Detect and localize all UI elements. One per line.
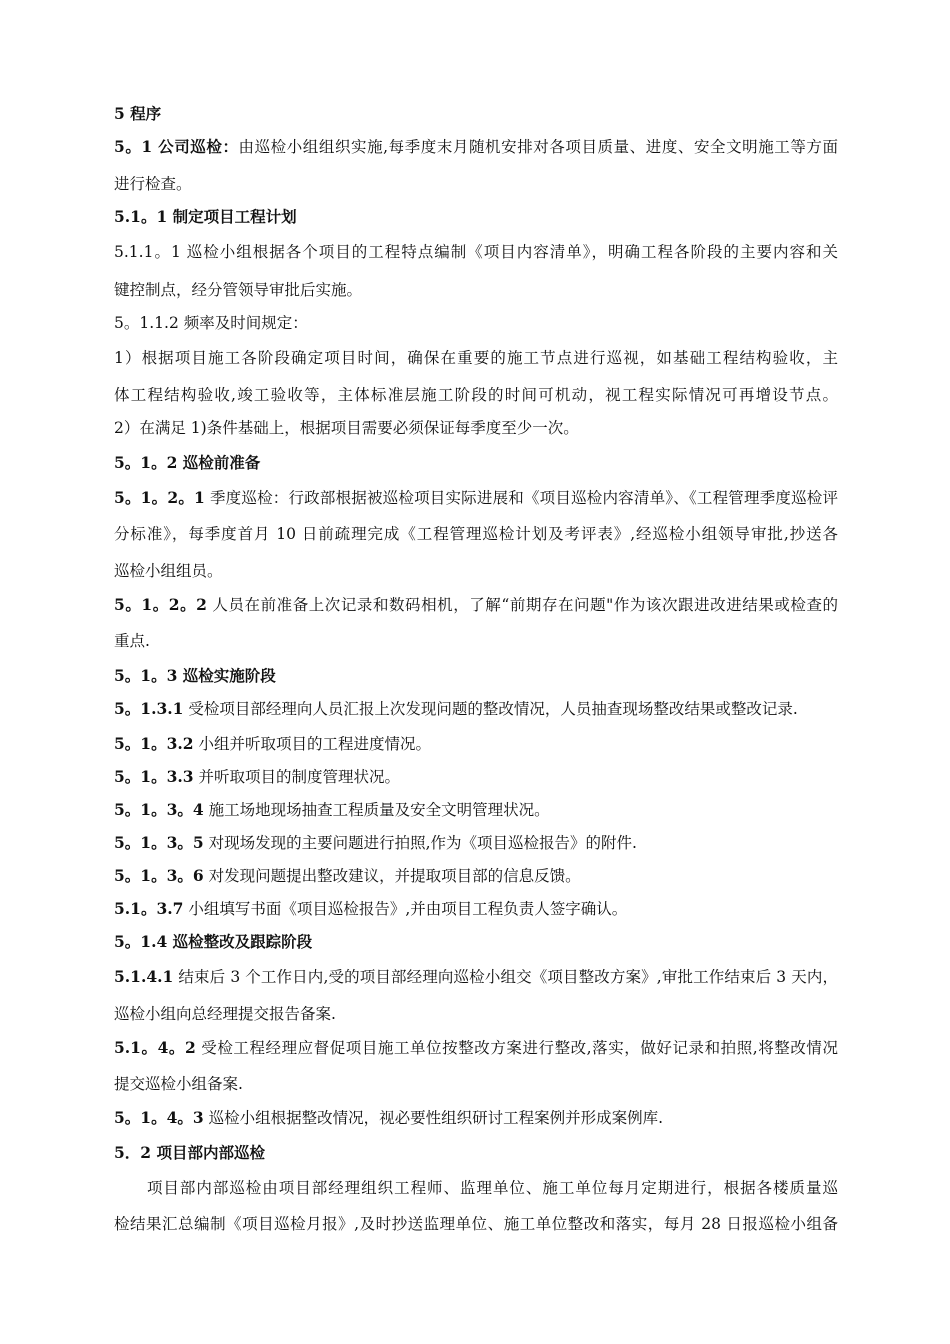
paragraph-5-1-3-1: [114, 699, 798, 719]
heading-5-1-2: 5。1。2 巡检前准备: [114, 453, 261, 472]
heading-5-1-4: 5。1.4 巡检整改及跟踪阶段: [114, 932, 313, 951]
paragraph-5-1-3-4: [114, 800, 550, 820]
clause-number: 5。1。2。1: [114, 488, 205, 507]
text-line: 巡检小组向总经理提交报告备案.: [114, 1005, 336, 1023]
clause-number: 5。1。4。3: [114, 1108, 204, 1127]
clause-number: 5.1.4.1: [114, 967, 174, 986]
clause-text: 并听取项目的制度管理状况。: [193, 768, 400, 786]
clause-number: 5。1。3。4: [114, 800, 204, 819]
paragraph-5-1-4-2: [114, 1038, 838, 1058]
clause-text: 结束后 3 个工作日内,受的项目部经理向巡检小组交《项目整改方案》,审批工作结束后 3 天内，: [173, 968, 838, 986]
paragraph-5-1-4-3: [114, 1108, 663, 1128]
paragraph-5-1-3-5: [114, 833, 637, 853]
paragraph-5-1-3-7: [114, 899, 627, 919]
heading-5-1-3: 5。1。3 巡检实施阶段: [114, 666, 276, 685]
clause-text: 小组填写书面《项目巡检报告》,并由项目工程负责人签字确认。: [183, 900, 628, 918]
text-line: 体工程结构验收,竣工验收等，主体标准层施工阶段的时间可机动，视工程实际情况可再增设节点。: [114, 386, 838, 404]
clause-text: 人员在前准备上次记录和数码相机，了解“前期存在问题"作为该次跟进改进结果或检查的: [206, 596, 839, 614]
text-line: 巡检小组组员。: [114, 562, 223, 580]
clause-text: 施工场地现场抽查工程质量及安全文明管理状况。: [203, 801, 550, 819]
text-line: 项目部内部巡检由项目部经理组织工程师、监理单位、施工单位每月定期进行，根据各楼质量巡: [114, 1179, 838, 1197]
heading-procedure: 5 程序: [114, 104, 162, 123]
text-line: 5。1.1.2 频率及时间规定：: [114, 314, 308, 332]
clause-number: 5。1。3.2: [114, 734, 194, 753]
clause-number: 5。1.3.1: [114, 699, 184, 718]
heading-5-1-1: 5.1。1 制定项目工程计划: [114, 207, 297, 226]
clause-number: 5。1。3.3: [114, 767, 194, 786]
paragraph-5-1-2-1: [114, 488, 838, 508]
paragraph-5-1-4-1: [114, 967, 838, 987]
paragraph-5-1-3-6: [114, 866, 581, 886]
text-line: 重点.: [114, 632, 150, 650]
text-line: 检结果汇总编制《项目巡检月报》,及时抄送监理单位、施工单位整改和落实，每月 28 日报巡检小组备: [114, 1215, 838, 1233]
paragraph-5-1-3-3: [114, 767, 400, 787]
text-line: 键控制点，经分管领导审批后实施。: [114, 281, 363, 299]
paragraph-5-1-3-2: [114, 734, 431, 754]
clause-number: 5。1。3。6: [114, 866, 204, 885]
text-line: 分标准》，每季度首月 10 日前疏理完成《工程管理巡检计划及考评表》,经巡检小组领导审批,抄送各: [114, 525, 838, 543]
text-line: 进行检查。: [114, 175, 192, 193]
clause-number: 5.1。3.7: [114, 899, 184, 918]
paragraph-company-inspection: [114, 137, 838, 157]
clause-text: 对发现问题提出整改建议，并提取项目部的信息反馈。: [203, 867, 581, 885]
text-line: 1）根据项目施工各阶段确定项目时间，确保在重要的施工节点进行巡视，如基础工程结构验收，主: [114, 349, 838, 367]
clause-text: 巡检小组根据整改情况，视必要性组织研讨工程案例并形成案例库.: [203, 1109, 663, 1127]
clause-number: 5.1。4。2: [114, 1038, 196, 1057]
clause-text: 受检项目部经理向人员汇报上次发现问题的整改情况，人员抽查现场整改结果或整改记录.: [183, 700, 798, 718]
clause-number: 5。1。2。2: [114, 595, 207, 614]
clause-text: 季度巡检：行政部根据被巡检项目实际进展和《项目巡检内容清单》、《工程管理季度巡检评: [204, 489, 838, 507]
clause-text: 受检工程经理应督促项目施工单位按整改方案进行整改,落实，做好记录和拍照,将整改情况: [195, 1039, 838, 1057]
paragraph-5-1-2-2: [114, 595, 838, 615]
text-line: 5.1.1。1 巡检小组根据各个项目的工程特点编制《项目内容清单》，明确工程各阶段的主要内容和关: [114, 243, 838, 261]
text-line: 2）在满足 1)条件基础上，根据项目需要必须保证每季度至少一次。: [114, 419, 579, 437]
clause-text: 小组并听取项目的工程进度情况。: [193, 735, 431, 753]
heading-5-2: 5．2 项目部内部巡检: [114, 1143, 265, 1162]
clause-number: 5。1。3。5: [114, 833, 204, 852]
clause-text: 对现场发现的主要问题进行拍照,作为《项目巡检报告》的附件.: [203, 834, 637, 852]
text-line: 提交巡检小组备案.: [114, 1075, 243, 1093]
label-company-inspection: 5。1 公司巡检：: [114, 137, 239, 156]
text-company-inspection: 由巡检小组组织实施,每季度末月随机安排对各项目质量、进度、安全文明施工等方面: [238, 138, 839, 156]
